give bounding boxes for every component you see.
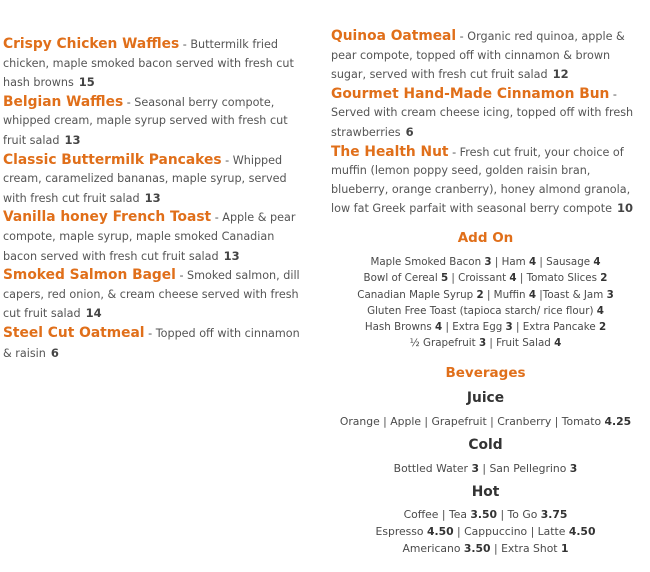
price-value: 3.50 bbox=[470, 508, 498, 521]
item-price: 6 bbox=[50, 345, 59, 360]
juice-title: Juice bbox=[466, 390, 505, 406]
price-value: 1 bbox=[560, 542, 569, 555]
item-description: - Topped off with cinnamon & raisin bbox=[3, 326, 300, 360]
addon-line: Bowl of Cereal 5 | Croissant 4 | Tomato Slices 2 bbox=[363, 272, 608, 285]
price-value: 4 bbox=[435, 321, 443, 334]
juice-line: Orange | Apple | Grapefruit | Cranberry | Tomato 4.25 bbox=[339, 415, 632, 428]
addon-line: Maple Smoked Bacon 3 | Ham 4 | Sausage 4 bbox=[370, 256, 601, 268]
addon-title: Add On bbox=[457, 230, 514, 246]
price-value: 4.50 bbox=[568, 525, 596, 538]
menu-item bbox=[3, 151, 308, 209]
item-description: - Organic red quinoa, apple & pear compote, topped off with cinnamon & brown sugar, served with fresh cut fruit salad bbox=[331, 30, 625, 82]
price-value: 3 bbox=[505, 321, 513, 334]
addon-line: Gluten Free Toast (tapioca starch/ rice flour) 4 bbox=[367, 304, 604, 317]
price-value: 3 bbox=[606, 288, 614, 301]
item-description: - Served with cream cheese icing, topped off with fresh strawberries bbox=[331, 87, 634, 139]
item-price: 10 bbox=[617, 201, 634, 216]
item-name: Steel Cut Oatmeal bbox=[3, 324, 145, 341]
item-name: Quinoa Oatmeal bbox=[331, 28, 457, 44]
cold-title: Cold bbox=[468, 437, 503, 453]
item-name: Classic Buttermilk Pancakes bbox=[3, 151, 222, 168]
beverages-title: Beverages bbox=[445, 365, 526, 381]
item-price: 12 bbox=[552, 67, 569, 82]
item-price: 14 bbox=[85, 306, 102, 321]
item-description: - Seasonal berry compote, whipped cream, maple syrup served with fresh cut fruit salad bbox=[3, 95, 288, 147]
item-price: 15 bbox=[78, 75, 95, 90]
item-name: Smoked Salmon Bagel bbox=[3, 267, 176, 284]
item-name: Vanilla honey French Toast bbox=[3, 209, 212, 226]
addon-line: ½ Grapefruit 3 | Fruit Salad 4 bbox=[409, 337, 562, 350]
right-menu-column bbox=[331, 0, 636, 219]
menu-item bbox=[3, 208, 308, 266]
price-value: 2 bbox=[600, 272, 608, 285]
price-value: 4 bbox=[596, 304, 604, 317]
item-price: 6 bbox=[405, 124, 414, 139]
hot-line: Espresso 4.50 | Cappuccino | Latte 4.50 bbox=[375, 525, 596, 538]
price-value: 4 bbox=[509, 272, 517, 285]
menu-item bbox=[3, 93, 308, 151]
price-value: 4 bbox=[593, 256, 601, 268]
addon-line: Canadian Maple Syrup 2 | Muffin 4 |Toast & Jam 3 bbox=[357, 288, 614, 301]
item-description: - Fresh cut fruit, your choice of muffin (lemon poppy seed, golden raisin bran, blueberry, orange cranberry), honey almond granola, low fat Greek parfait with seasonal berry compote bbox=[331, 145, 631, 216]
price-value: 4.50 bbox=[426, 525, 454, 538]
price-value: 4 bbox=[554, 337, 562, 350]
item-description: - Buttermilk fried chicken, maple smoked bacon served with fresh cut hash browns bbox=[3, 38, 294, 90]
price-value: 4.25 bbox=[604, 415, 632, 428]
price-value: 3 bbox=[471, 462, 479, 475]
price-value: 4 bbox=[528, 256, 537, 268]
menu-item bbox=[3, 266, 308, 324]
price-value: 3 bbox=[569, 462, 578, 475]
item-price: 13 bbox=[223, 248, 240, 263]
price-value: 4 bbox=[528, 288, 537, 301]
left-menu-column bbox=[3, 0, 308, 363]
menu-item bbox=[331, 143, 636, 219]
price-value: 2 bbox=[476, 288, 484, 301]
menu-item bbox=[3, 35, 308, 93]
menu-item bbox=[331, 27, 636, 85]
hot-title: Hot bbox=[471, 484, 500, 500]
price-value: 5 bbox=[440, 272, 449, 285]
item-description: - Smoked salmon, dill capers, red onion, & cream cheese served with fresh cut fruit salad bbox=[3, 269, 300, 321]
item-name: The Health Nut bbox=[331, 143, 449, 160]
item-name: Gourmet Hand-Made Cinnamon Bun bbox=[331, 85, 610, 102]
price-value: 2 bbox=[598, 321, 607, 334]
item-name: Belgian Waffles bbox=[3, 93, 124, 110]
item-description: - Apple & pear compote, maple syrup, maple smoked Canadian bacon served with fresh cut fruit salad bbox=[3, 211, 296, 263]
hot-line: Coffee | Tea 3.50 | To Go 3.75 bbox=[403, 508, 568, 521]
price-value: 3 bbox=[478, 337, 487, 350]
menu-item bbox=[331, 85, 636, 143]
item-description: - Whipped cream, caramelized bananas, maple syrup, served with fresh cut fruit salad bbox=[3, 153, 287, 205]
beverages-section bbox=[331, 365, 640, 555]
addon-section bbox=[331, 230, 640, 352]
item-name: Crispy Chicken Waffles bbox=[3, 36, 180, 52]
addon-line: Hash Browns 4 | Extra Egg 3 | Extra Pancake 2 bbox=[364, 321, 607, 334]
price-value: 3 bbox=[484, 256, 492, 268]
price-value: 3.50 bbox=[463, 542, 491, 555]
cold-line: Bottled Water 3 | San Pellegrino 3 bbox=[393, 462, 578, 475]
item-price: 13 bbox=[64, 132, 81, 147]
hot-line: Americano 3.50 | Extra Shot 1 bbox=[402, 542, 569, 555]
price-value: 3.75 bbox=[540, 508, 568, 521]
menu-item bbox=[3, 324, 308, 363]
item-price: 13 bbox=[144, 190, 161, 205]
